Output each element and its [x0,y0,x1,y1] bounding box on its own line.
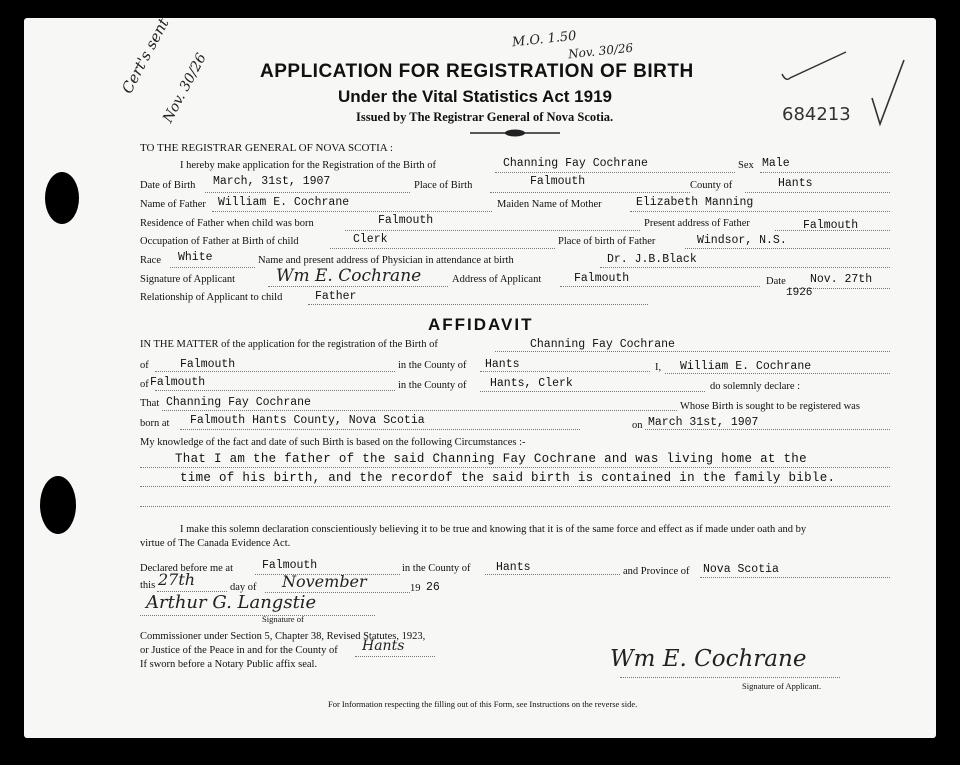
that-value: Channing Fay Cochrane [166,396,311,409]
county-in-label: in the County of [398,360,467,371]
year-prefix: 19 [410,583,421,594]
justice-label: or Justice of the Peace in and for the County of [140,645,338,656]
dob-label: Date of Birth [140,180,196,191]
born-at-label: born at [140,418,170,429]
applicant-signature-bottom: Wm E. Cochrane [610,646,807,672]
that-label: That [140,398,160,409]
of-value: Falmouth [180,358,236,371]
i-label: I, [655,362,662,373]
year-suffix: 26 [426,581,440,594]
deponent-name: William E. Cochrane [680,360,812,373]
relationship-label: Relationship of Applicant to child [140,292,283,303]
father-birthplace-value: Windsor, N.S. [697,234,787,247]
month-value: November [282,572,367,591]
check-mark-icon [780,48,850,88]
circumstances-line-2: time of his birth, and the recordof the said birth is contained in the family bible. [180,471,836,485]
sex-label: Sex [738,160,754,171]
knowledge-label: My knowledge of the fact and date of such Birth is based on the following Circumstances :- [140,437,526,448]
punch-hole-bottom [40,476,76,534]
occupation-label: Occupation of Father at Birth of child [140,236,299,247]
race-label: Race [140,255,161,266]
registration-number: 684213 [782,104,851,125]
pob-value: Falmouth [530,175,586,188]
affidavit-heading: AFFIDAVIT [428,315,534,334]
father-label: Name of Father [140,199,206,210]
solemnly-label: do solemnly declare : [710,381,801,392]
applicant-signature: Wm E. Cochrane [276,266,422,286]
page-title: APPLICATION FOR REGISTRATION OF BIRTH [260,61,694,82]
notary-label: If sworn before a Notary Public affix seal. [140,659,318,670]
footer-info: For Information respecting the filling out of this Form, see Instructions on the reverse side. [328,699,638,709]
relationship-value: Father [315,290,357,303]
on-label: on [632,420,643,431]
margin-note-certs: Cert's sent [118,15,173,97]
occupation-value: Clerk [353,233,388,246]
present-addr-value: Falmouth [803,219,859,232]
residence-label: Residence of Father when child was born [140,218,314,229]
born-at-value: Falmouth Hants County, Nova Scotia [190,414,425,427]
year-value: 1926 [786,287,813,299]
check-mark-icon-2 [870,58,910,128]
province-value: Nova Scotia [703,563,779,576]
father-birthplace-label: Place of birth of Father [558,236,656,247]
present-addr-label: Present address of Father [644,218,750,229]
day-of-label: day of [230,582,257,593]
of-label: of [140,360,149,371]
county3-value: Hants [496,561,531,574]
mother-value: Elizabeth Manning [636,196,754,209]
circumstances-line-1: That I am the father of the said Channing Fay Cochrane and was living home at the [175,452,807,466]
to-registrar: TO THE REGISTRAR GENERAL OF NOVA SCOTIA : [140,142,393,154]
top-note: M.O. 1.50 [511,28,578,51]
of2-value: Falmouth [150,376,206,389]
top-note-date: Nov. 30/26 [567,40,634,62]
this-label: this [140,580,156,591]
matter-child-name: Channing Fay Cochrane [530,338,675,351]
declaration-line-1: I make this solemn declaration conscientiously believing it to be true and knowing that it is of the same force and effect as if made under oath and by [180,524,807,535]
dob-value: March, 31st, 1907 [213,175,331,188]
margin-note-date: Nov. 30/26 [160,50,210,126]
intro-label: I hereby make application for the Registration of the Birth of [180,160,437,171]
child-name: Channing Fay Cochrane [503,157,648,170]
of2-label: of [140,379,149,390]
county-value: Hants [778,177,813,190]
issued-by: Issued by The Registrar General of Nova Scotia. [356,110,614,124]
ornament-divider [470,128,560,138]
physician-value: Dr. J.B.Black [607,253,697,266]
applicant-addr-value: Falmouth [574,272,630,285]
race-value: White [178,251,213,264]
signature-of-label: Signature of [262,614,304,624]
page-subtitle: Under the Vital Statistics Act 1919 [338,87,612,106]
date-label: Date [766,276,786,287]
county2-value: Hants, Clerk [490,377,573,390]
date-value: Nov. 27th [810,273,873,286]
justice-county-value: Hants [362,638,405,654]
signature-label: Signature of Applicant [140,274,236,285]
applicant-sig-label: Signature of Applicant. [742,681,822,691]
commissioner-signature: Arthur G. Langstie [146,592,317,613]
commissioner-label: Commissioner under Section 5, Chapter 38, Revised Statutes, 1923, [140,631,426,642]
declaration-line-2: virtue of The Canada Evidence Act. [140,538,291,549]
physician-label: Name and present address of Physician in attendance at birth [258,255,514,266]
declared-label: Declared before me at [140,563,233,574]
county-label: County of [690,180,733,191]
province-label: and Province of [623,566,690,577]
father-value: William E. Cochrane [218,196,350,209]
on-value: March 31st, 1907 [648,416,759,429]
county-in-value: Hants [485,358,520,371]
matter-label: IN THE MATTER of the application for the registration of the Birth of [140,339,438,350]
county2-label: in the County of [398,380,467,391]
pob-label: Place of Birth [414,180,473,191]
residence-value: Falmouth [378,214,434,227]
day-value: 27th [158,570,196,589]
applicant-addr-label: Address of Applicant [452,274,542,285]
whose-birth-label: Whose Birth is sought to be registered was [680,401,860,412]
county3-label: in the County of [402,563,471,574]
mother-label: Maiden Name of Mother [497,199,602,210]
punch-hole-top [45,172,79,224]
declared-at-value: Falmouth [262,559,318,572]
sex-value: Male [762,157,790,170]
